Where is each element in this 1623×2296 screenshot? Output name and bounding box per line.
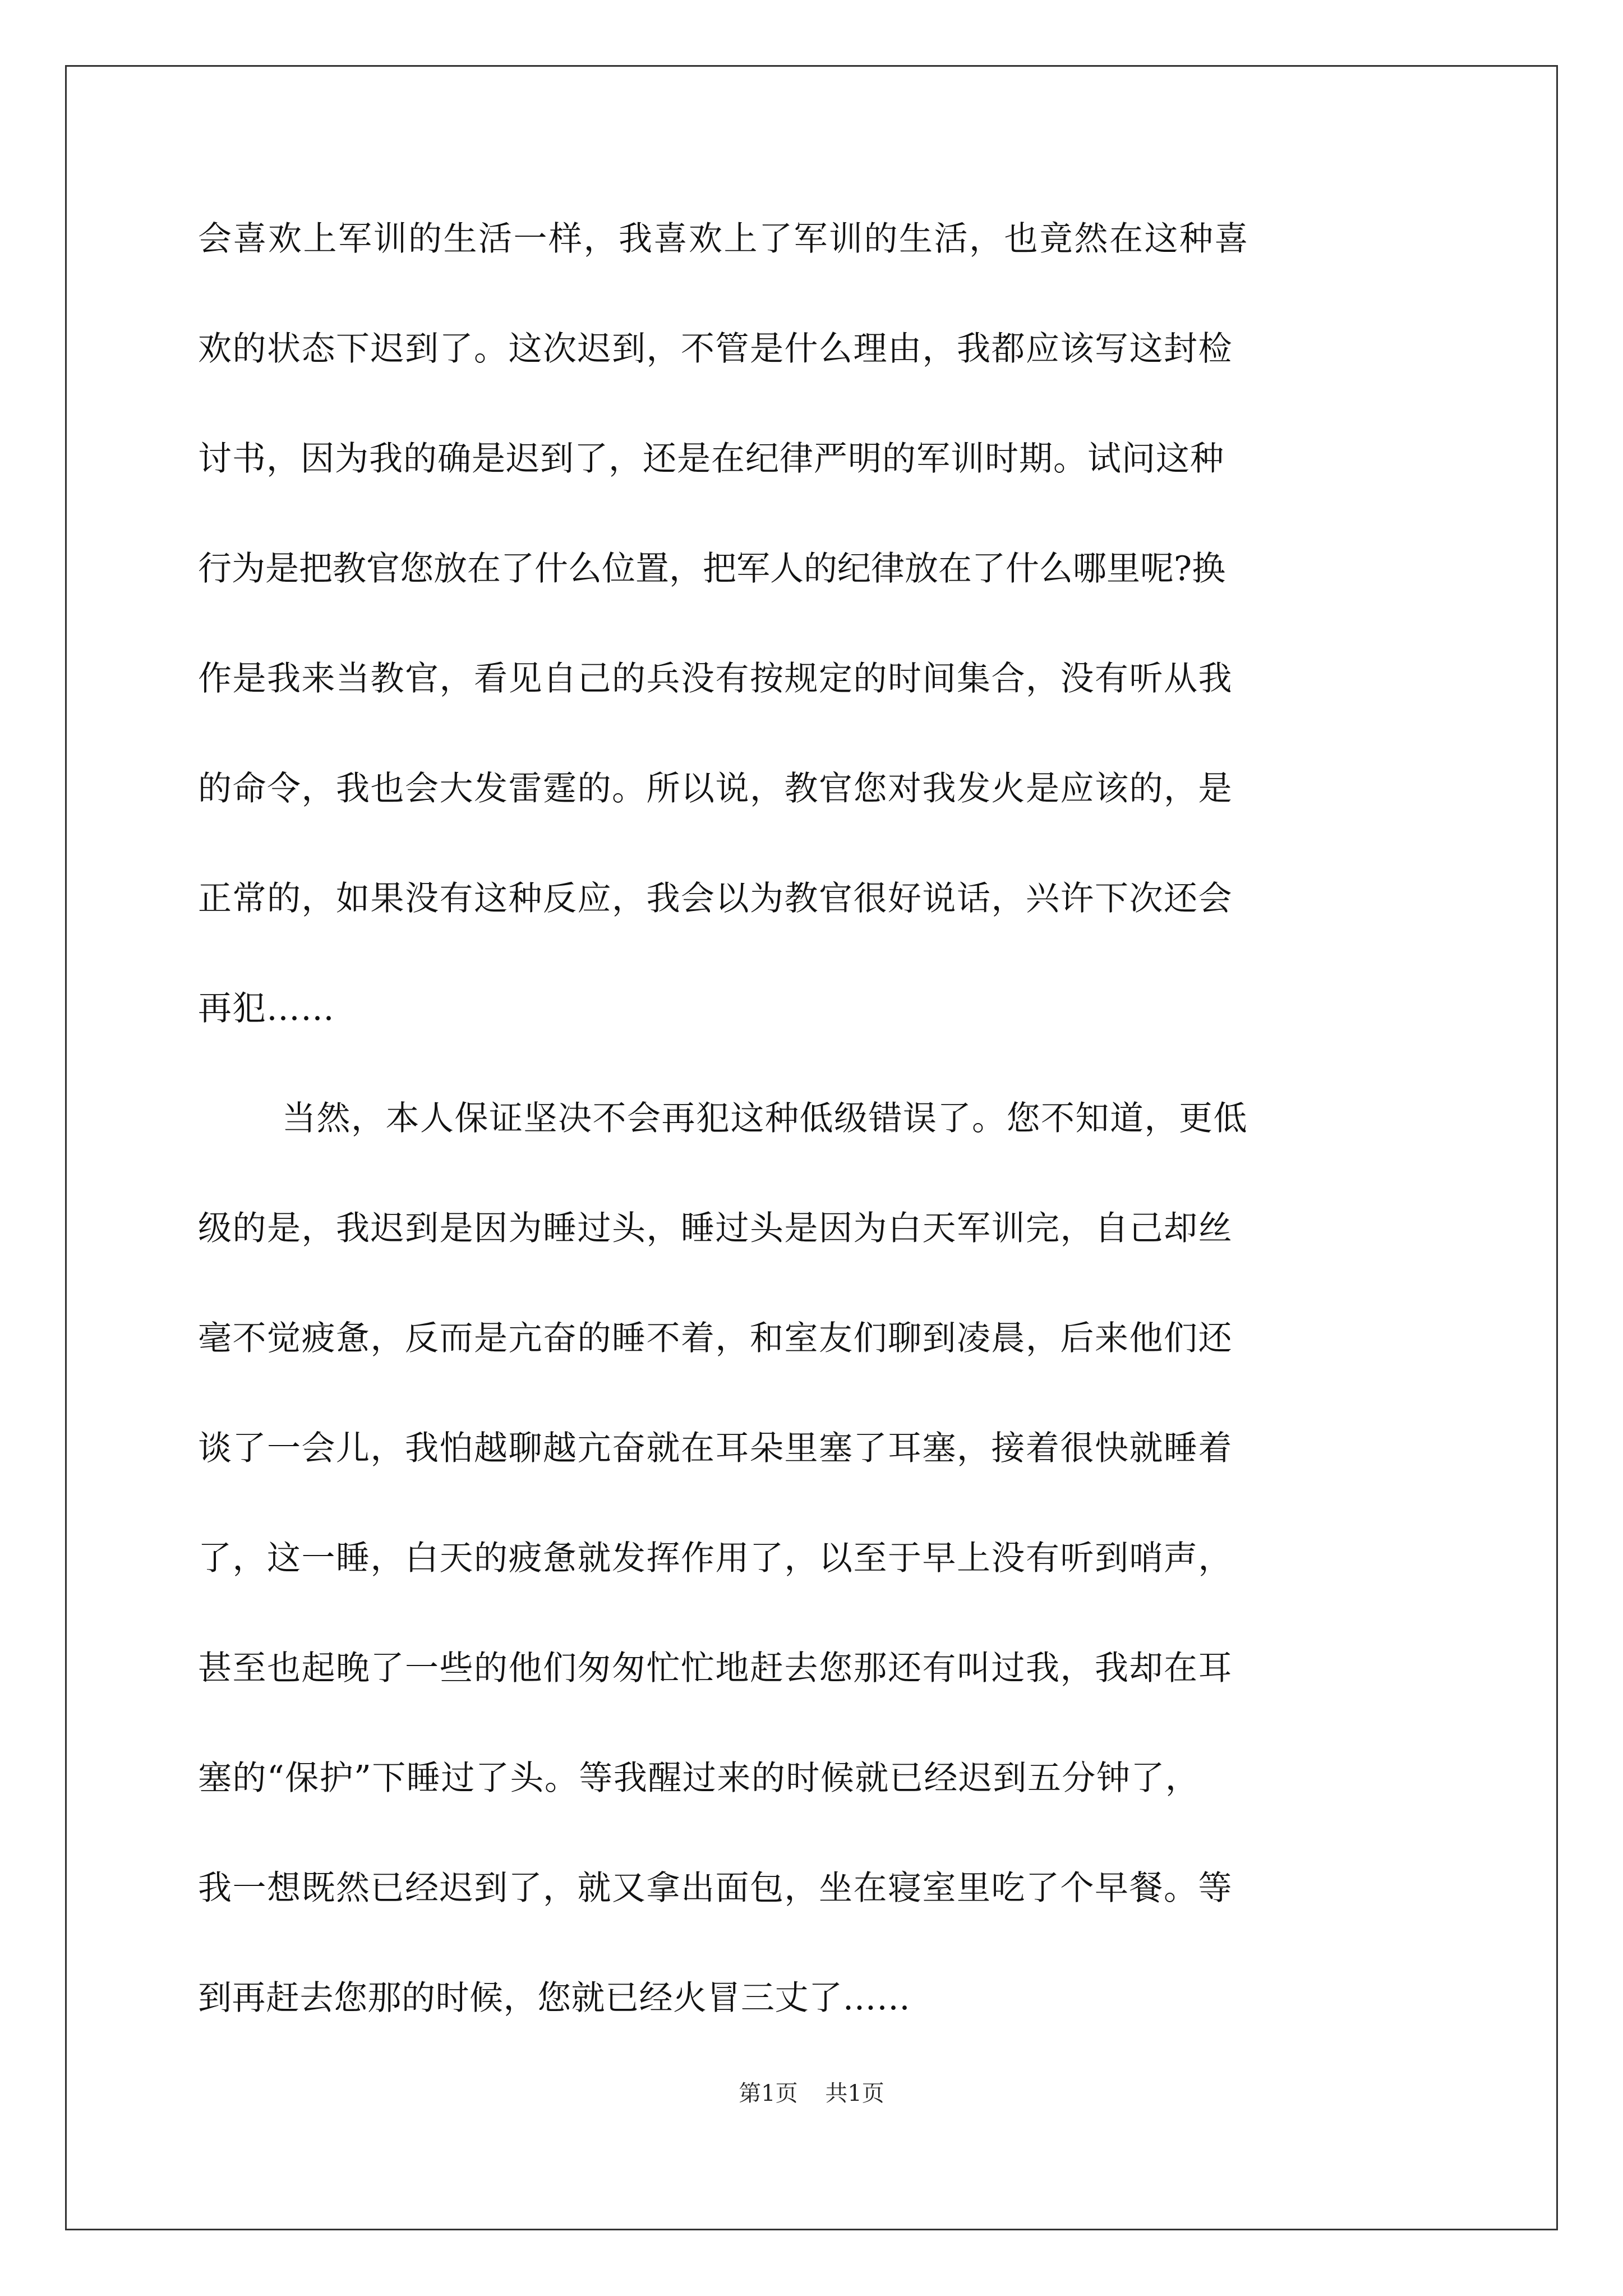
text-line: 欢的状态下迟到了。这次迟到，不管是什么理由，我都应该写这封检 [198, 329, 1233, 369]
paragraph-first-line: 当然，本人保证坚决不会再犯这种低级错误了。您不知道，更低 [282, 1099, 1248, 1138]
text-line: 行为是把教官您放在了什么位置，把军人的纪律放在了什么哪里呢?换 [198, 549, 1226, 588]
text-line: 我一想既然已经迟到了，就又拿出面包，坐在寝室里吃了个早餐。等 [198, 1869, 1233, 1908]
text-line: 了，这一睡，白天的疲惫就发挥作用了，以至于早上没有听到哨声， [198, 1539, 1233, 1578]
text-line: 谈了一会儿，我怕越聊越亢奋就在耳朵里塞了耳塞，接着很快就睡着 [198, 1429, 1233, 1468]
text-line: 再犯…… [198, 989, 335, 1028]
page-number-total: 共1页 [825, 2081, 884, 2106]
text-line: 级的是，我迟到是因为睡过头，睡过头是因为白天军训完，自己却丝 [198, 1209, 1233, 1248]
text-line: 正常的，如果没有这种反应，我会以为教官很好说话，兴许下次还会 [198, 879, 1233, 918]
page-number-current: 第1页 [739, 2081, 798, 2106]
page-footer [0, 2076, 1623, 2108]
text-line: 讨书，因为我的确是迟到了，还是在纪律严明的军训时期。试问这种 [198, 439, 1224, 478]
text-line: 会喜欢上军训的生活一样，我喜欢上了军训的生活，也竟然在这种喜 [198, 219, 1249, 259]
text-line: 毫不觉疲惫，反而是亢奋的睡不着，和室友们聊到凌晨，后来他们还 [198, 1319, 1233, 1358]
text-line: 到再赶去您那的时候，您就已经火冒三丈了…… [198, 1978, 911, 2018]
text-line: 作是我来当教官，看见自己的兵没有按规定的时间集合，没有听从我 [198, 659, 1233, 698]
text-line: 甚至也起晚了一些的他们匆匆忙忙地赶去您那还有叫过我，我却在耳 [198, 1649, 1233, 1688]
document-body [198, 208, 1432, 2077]
text-line: 的命令，我也会大发雷霆的。所以说，教官您对我发火是应该的，是 [198, 769, 1233, 808]
text-line: 塞的“保护”下睡过了头。等我醒过来的时候就已经迟到五分钟了， [198, 1759, 1200, 1798]
